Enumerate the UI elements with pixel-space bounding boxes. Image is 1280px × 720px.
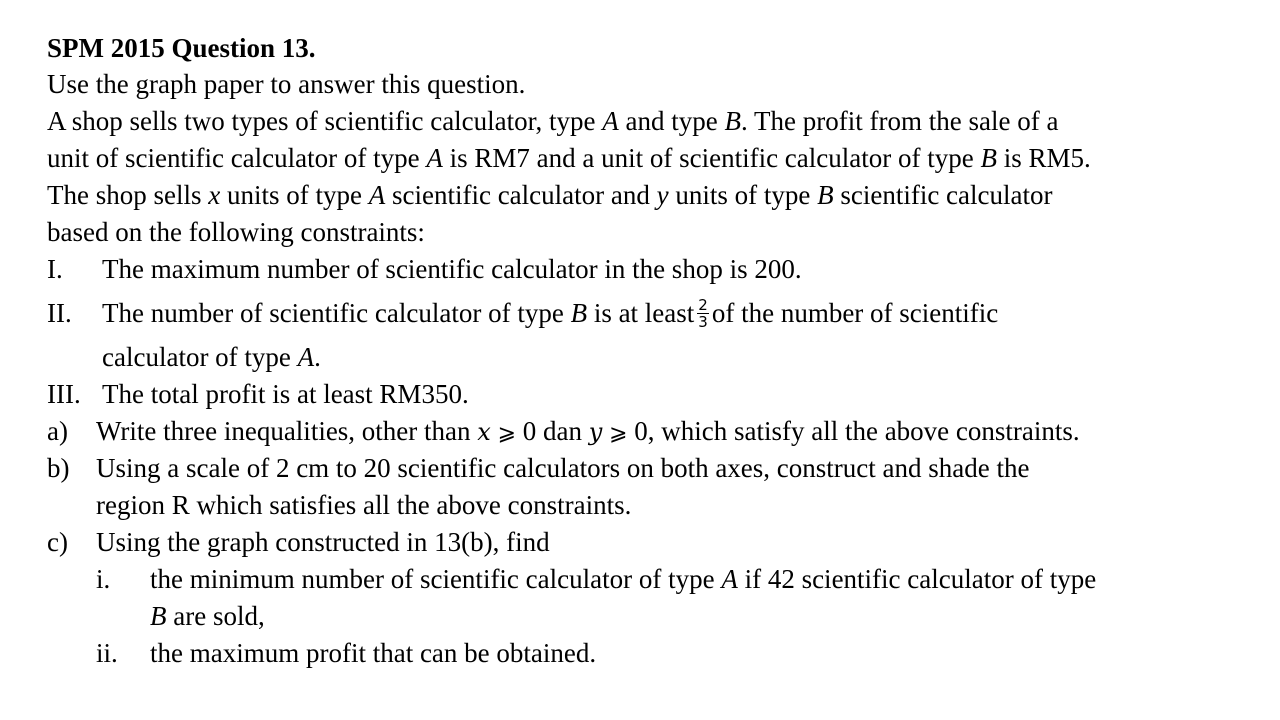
constraint-2-line-1: The number of scientific calculator of type B is at least $\frac{2}{3}$ of the number of scientific xyxy=(102,296,999,332)
part-c-i-label: i. xyxy=(96,564,111,594)
part-b-line-2: region R which satisfies all the above constraints. xyxy=(96,490,632,520)
constraint-2-label: II. xyxy=(47,298,72,328)
part-c-i-line-2: B are sold, xyxy=(150,601,265,631)
constraint-3-label: III. xyxy=(47,379,81,409)
part-c-line-1: Using the graph constructed in 13(b), find xyxy=(96,527,550,557)
constraint-3-text: The total profit is at least RM350. xyxy=(102,379,469,409)
part-b-line-1: Using a scale of 2 cm to 20 scientific calculators on both axes, construct and shade the xyxy=(96,453,1030,483)
question-title: SPM 2015 Question 13. xyxy=(47,33,316,63)
constraint-2-line-2: calculator of type A. xyxy=(102,342,321,372)
intro-line-2: A shop sells two types of scientific calculator, type A and type B. The profit from the sale of a xyxy=(47,106,1059,136)
part-a-label: a) xyxy=(47,416,68,446)
two-thirds-fraction: $\frac{2}{3}$ xyxy=(698,296,708,332)
constraint-1-text: The maximum number of scientific calculator in the shop is 200. xyxy=(102,254,802,284)
part-c-label: c) xyxy=(47,527,68,557)
intro-line-3: unit of scientific calculator of type A is RM7 and a unit of scientific calculator of type B is RM5. xyxy=(47,143,1091,173)
constraint-1-label: I. xyxy=(47,254,63,284)
part-c-ii-text: the maximum profit that can be obtained. xyxy=(150,638,597,668)
intro-line-5: based on the following constraints: xyxy=(47,217,425,247)
intro-line-4: The shop sells x units of type A scientific calculator and y units of type B scientific calculator xyxy=(47,180,1053,210)
part-b-label: b) xyxy=(47,453,70,483)
part-c-ii-label: ii. xyxy=(96,638,118,668)
part-a-text: Write three inequalities, other than x ⩾ 0 dan y ⩾ 0, which satisfy all the above constraints. xyxy=(96,416,1080,446)
intro-line-1: Use the graph paper to answer this question. xyxy=(47,69,526,99)
part-c-i-line-1: the minimum number of scientific calculator of type A if 42 scientific calculator of type xyxy=(150,564,1097,594)
